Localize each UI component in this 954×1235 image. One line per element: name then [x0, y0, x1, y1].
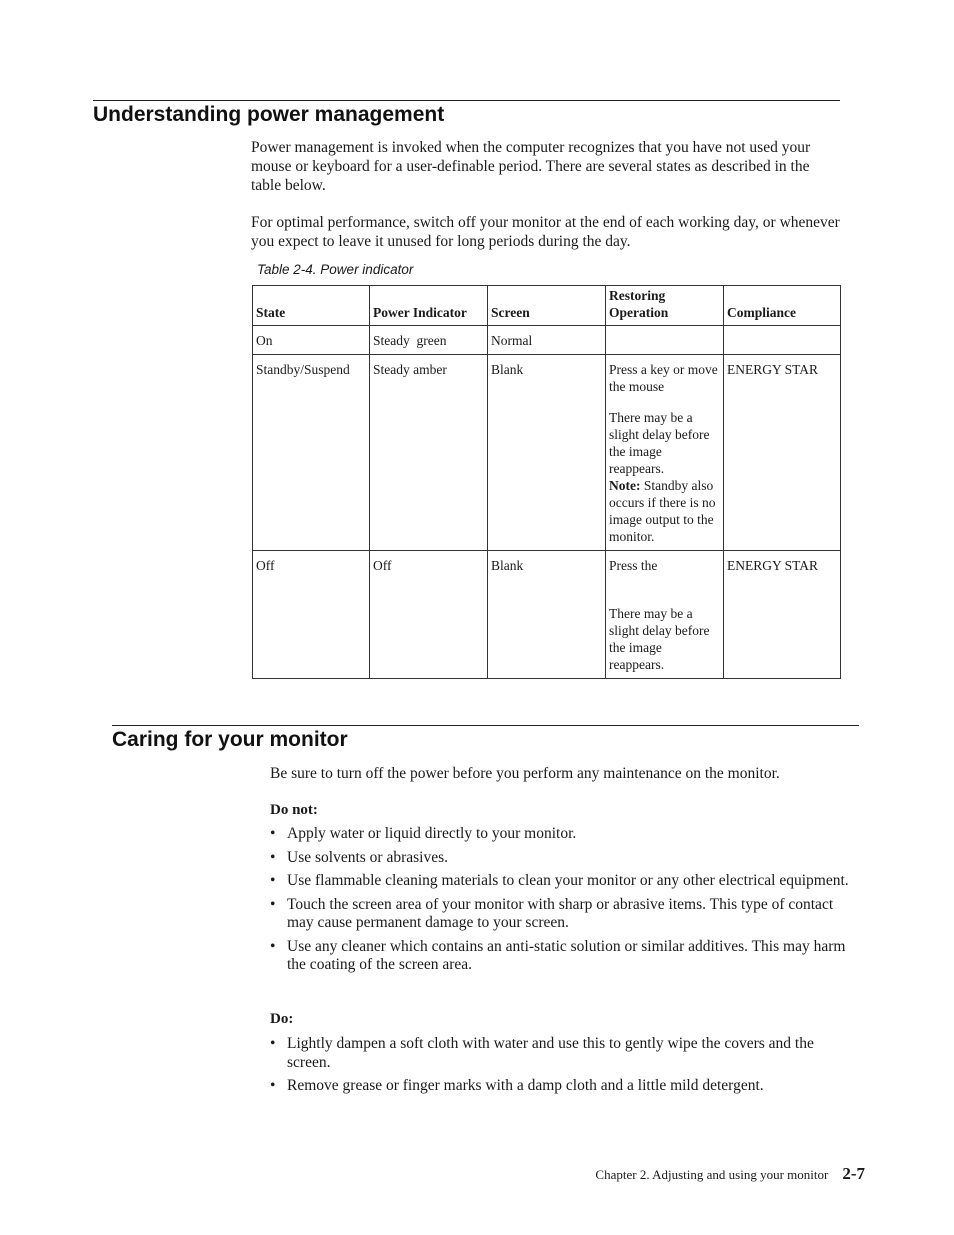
- cell-state: Standby/Suspend: [253, 355, 370, 551]
- cell-compliance: ENERGY STAR: [724, 355, 841, 551]
- cell-screen: Blank: [488, 355, 606, 551]
- cell-indicator: Steady amber: [370, 355, 488, 551]
- list-item: [270, 1035, 860, 1072]
- list-item: [270, 825, 860, 844]
- cell-restore: [606, 551, 724, 679]
- section-rule-top: [93, 100, 840, 101]
- list-item: [270, 896, 860, 933]
- page-footer: [595, 1164, 865, 1184]
- restore-main-text: Press a key or move the mouse: [609, 362, 718, 394]
- cell-indicator: Off: [370, 551, 488, 679]
- cell-compliance: [724, 326, 841, 355]
- cell-state: On: [253, 326, 370, 355]
- cell-restore: [606, 326, 724, 355]
- page-number: 2-7: [842, 1164, 865, 1183]
- do-list: [270, 1035, 860, 1101]
- bullet-icon: •: [270, 825, 276, 842]
- cell-screen: Blank: [488, 551, 606, 679]
- list-item-text: Use flammable cleaning materials to clean your monitor or any other electrical equipment.: [287, 872, 849, 889]
- restore-detail-text: There may be a slight delay before the image reappears.: [609, 410, 710, 476]
- list-item-text: Apply water or liquid directly to your monitor.: [287, 825, 577, 842]
- list-item-text: Lightly dampen a soft cloth with water and use this to gently wipe the covers and the screen.: [287, 1035, 814, 1071]
- column-header: Power Indicator: [370, 286, 488, 326]
- restore-detail-text: There may be a slight delay before the image reappears.: [609, 606, 710, 672]
- section-rule-caring: [112, 725, 859, 726]
- table-caption: Table 2-4. Power indicator: [257, 262, 414, 277]
- list-item: [270, 849, 860, 868]
- column-header: State: [253, 286, 370, 326]
- cell-state: Off: [253, 551, 370, 679]
- list-item: [270, 1077, 860, 1096]
- restore-main-text: Press the: [609, 558, 658, 573]
- bullet-icon: •: [270, 937, 276, 955]
- cell-restore: [606, 355, 724, 551]
- bullet-icon: •: [270, 1035, 276, 1052]
- cell-compliance: ENERGY STAR: [724, 551, 841, 679]
- list-item-text: Use any cleaner which contains an anti-static solution or similar additives. This may harm the coating of the screen area.: [287, 937, 846, 973]
- cell-screen: Normal: [488, 326, 606, 355]
- note-label: Note:: [609, 478, 641, 493]
- bullet-icon: •: [270, 848, 276, 866]
- column-header: Compliance: [724, 286, 841, 326]
- table-header-row: [253, 286, 841, 326]
- cell-indicator: Steady green: [370, 326, 488, 355]
- do-not-list: [270, 825, 860, 980]
- power-indicator-table: [252, 285, 841, 679]
- list-item: [270, 872, 860, 891]
- paragraph-power-intro: Power management is invoked when the computer recognizes that you have not used your mouse or keyboard for a user-definable period. There are several states as described in the table below.: [251, 139, 811, 194]
- list-item-text: Use solvents or abrasives.: [287, 848, 448, 866]
- list-item: [270, 938, 860, 975]
- paragraph-caring-intro: Be sure to turn off the power before you perform any maintenance on the monitor.: [270, 765, 780, 782]
- bullet-icon: •: [270, 872, 276, 889]
- section-title-power-management: Understanding power management: [93, 103, 445, 126]
- section-title-caring: Caring for your monitor: [112, 728, 348, 751]
- table-row: [253, 355, 841, 551]
- note-text: Standby also occurs if there is no image output to the monitor.: [609, 478, 716, 544]
- spacer: [609, 395, 720, 409]
- list-item-text: Remove grease or finger marks with a damp cloth and a little mild detergent.: [287, 1077, 764, 1094]
- paragraph-optimal-performance: For optimal performance, switch off your monitor at the end of each working day, or whenever you expect to leave it unused for long periods during the day.: [251, 214, 840, 250]
- restore-note: [609, 477, 720, 545]
- table-row: [253, 551, 841, 679]
- table-row: [253, 326, 841, 355]
- bullet-icon: •: [270, 895, 276, 913]
- column-header: Screen: [488, 286, 606, 326]
- column-header: Restoring Operation: [606, 286, 724, 326]
- bullet-icon: •: [270, 1077, 276, 1094]
- list-item-text: Touch the screen area of your monitor with sharp or abrasive items. This type of contact may cause permanent damage to your screen.: [287, 895, 834, 931]
- do-label: Do:: [270, 1011, 294, 1027]
- do-not-label: Do not:: [270, 802, 318, 818]
- spacer: [609, 574, 720, 605]
- footer-chapter-title: Chapter 2. Adjusting and using your monitor: [595, 1167, 829, 1182]
